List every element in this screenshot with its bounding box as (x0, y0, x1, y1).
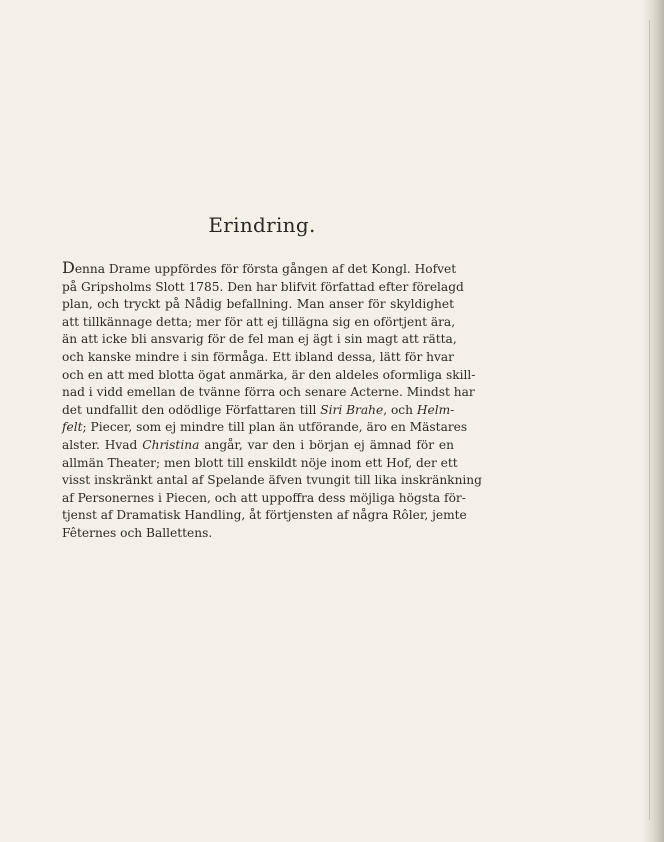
text-segment: än att icke bli ansvarig för de fel man ej ägt i sin magt att rätta, (62, 332, 457, 347)
page-fold-line (649, 20, 650, 820)
text-line (62, 419, 468, 437)
text-segment: enna Drame uppfördes för första gången af det Kongl. Hofvet (74, 262, 457, 276)
text-line (62, 437, 454, 455)
page-binding-edge (642, 0, 664, 842)
text-line (62, 402, 454, 420)
text-segment: allmän Theater; men blott till enskildt nöje inom ett Hof, der ett (62, 455, 458, 470)
text-line (62, 349, 454, 367)
text-line (62, 384, 475, 402)
text-line (62, 472, 482, 490)
text-line (62, 258, 457, 279)
text-segment: Fêternes och Ballettens. (62, 525, 213, 540)
text-segment: att tillkännage detta; mer för att ej tillägna sig en oförtjent ära, (62, 314, 456, 329)
text-segment: angår, var den i början ej ämnad för en (199, 437, 454, 452)
text-line (62, 296, 454, 314)
text-segment: , och (383, 402, 417, 417)
text-line (62, 455, 458, 473)
page-title: Erindring. (208, 213, 316, 237)
text-segment: på Gripsholms Slott 1785. Den har blifvit författad efter förelagd (62, 279, 464, 294)
text-segment: af Personernes i Piecen, och att uppoffra dess möjliga högsta för- (62, 490, 466, 505)
text-line (62, 331, 457, 349)
text-line (62, 525, 454, 543)
italic-text: Christina (142, 437, 200, 452)
text-segment: alster. Hvad (62, 437, 143, 452)
text-line (62, 367, 476, 385)
text-line (62, 279, 464, 297)
text-segment: plan, och tryckt på Nådig befallning. Man anser för skyldighet (62, 297, 454, 312)
text-segment: och en att med blotta ögat anmärka, är den aldeles oformliga skill- (62, 367, 476, 382)
body-paragraph (62, 258, 482, 543)
text-line (62, 314, 454, 332)
italic-text: Siri Brahe (320, 402, 384, 417)
text-segment: tjenst af Dramatisk Handling, åt förtjensten af några Rôler, jemte (62, 508, 467, 523)
text-segment: ; Piecer, som ej mindre till plan än utförande, äro en Mästares (82, 420, 468, 435)
italic-text: Helm- (416, 402, 455, 417)
drop-cap: D (62, 258, 75, 277)
text-line (62, 490, 466, 508)
text-segment: visst inskränkt antal af Spelande äfven tvungit till lika inskränkning (62, 473, 482, 488)
text-line (62, 507, 467, 525)
text-segment: och kanske mindre i sin förmåga. Ett ibland dessa, lätt för hvar (62, 349, 454, 364)
italic-text: felt (62, 420, 83, 435)
text-segment: nad i vidd emellan de tvänne förra och senare Acterne. Mindst har (62, 385, 475, 400)
text-segment: det undfallit den odödlige Författaren till (62, 402, 321, 417)
